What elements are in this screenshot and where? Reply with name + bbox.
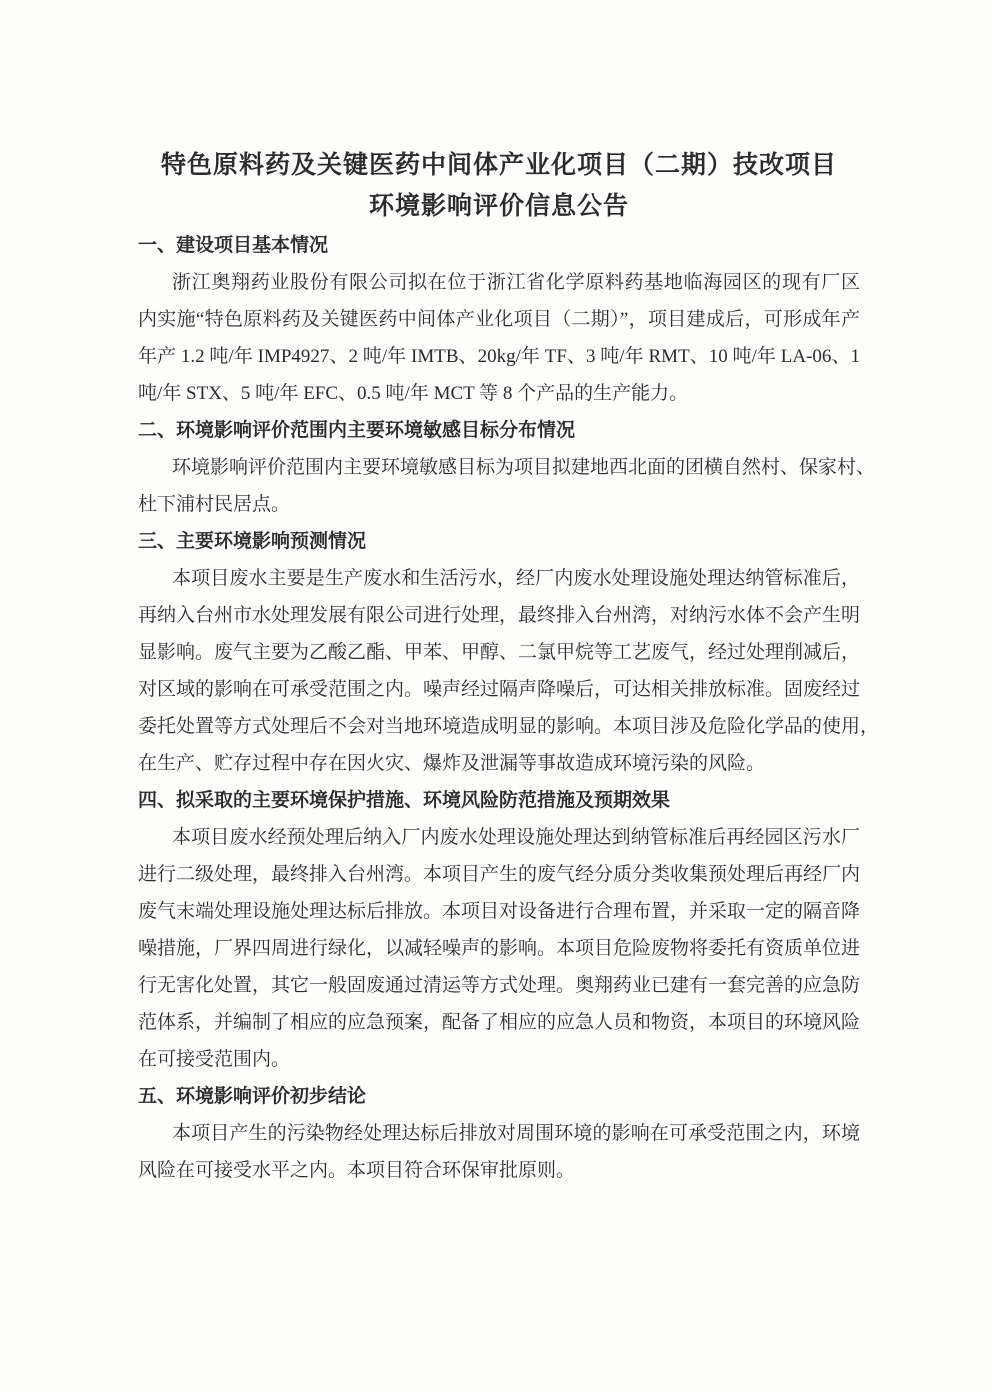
text-line: 环境影响评价范围内主要环境敏感目标为项目拟建地西北面的团横自然村、保家村、 bbox=[172, 457, 876, 478]
text-line: 噪措施，厂界四周进行绿化，以减轻噪声的影响。本项目危险废物将委托有资质单位进 bbox=[138, 938, 861, 959]
section-heading: 三、主要环境影响预测情况 bbox=[138, 531, 367, 552]
section bbox=[138, 782, 860, 1078]
text-line: 内实施“特色原料药及关键医药中间体产业化项目（二期）”，项目建成后，可形成年产 bbox=[138, 309, 860, 330]
text-line: 对区域的影响在可承受范围之内。噪声经过隔声降噪后，可达相关排放标准。固废经过 bbox=[138, 679, 861, 700]
text-line: 风险在可接受水平之内。本项目符合环保审批原则。 bbox=[138, 1160, 576, 1181]
section-heading: 四、拟采取的主要环境保护措施、环境风险防范措施及预期效果 bbox=[138, 790, 671, 811]
text-line: 委托处置等方式处理后不会对当地环境造成明显的影响。本项目涉及危险化学品的使用， bbox=[138, 716, 880, 737]
text-line: 吨/年 STX、5 吨/年 EFC、0.5 吨/年 MCT 等 8 个产品的生产能力。 bbox=[138, 383, 689, 404]
document-title bbox=[138, 145, 860, 227]
section bbox=[138, 227, 860, 412]
section bbox=[138, 412, 876, 523]
text-line: 废气末端处理设施处理达标后排放。本项目对设备进行合理布置，并采取一定的隔音降 bbox=[138, 901, 861, 922]
section-heading: 一、建设项目基本情况 bbox=[138, 235, 329, 256]
section-heading: 五、环境影响评价初步结论 bbox=[138, 1086, 367, 1107]
text-line: 杜下浦村民居点。 bbox=[138, 494, 291, 515]
text-line: 年产 1.2 吨/年 IMP4927、2 吨/年 IMTB、20kg/年 TF、3 吨/年 RMT、10 吨/年 LA-06、1 bbox=[138, 346, 860, 367]
text-line: 本项目废水经预处理后纳入厂内废水处理设施处理达到纳管标准后再经园区污水厂 bbox=[172, 827, 860, 848]
sections bbox=[138, 227, 880, 1189]
text-line: 进行二级处理，最终排入台州湾。本项目产生的废气经分质分类收集预处理后再经厂内 bbox=[138, 864, 861, 885]
text-line: 再纳入台州市水处理发展有限公司进行处理，最终排入台州湾，对纳污水体不会产生明 bbox=[138, 605, 861, 626]
text-line: 本项目废水主要是生产废水和生活污水，经厂内废水处理设施处理达纳管标准后， bbox=[172, 568, 860, 589]
section bbox=[138, 1078, 860, 1189]
section bbox=[138, 523, 880, 782]
text-line: 范体系，并编制了相应的应急预案，配备了相应的应急人员和物资，本项目的环境风险 bbox=[138, 1012, 861, 1033]
document-title-line-2: 环境影响评价信息公告 bbox=[368, 192, 629, 220]
text-line: 浙江奥翔药业股份有限公司拟在位于浙江省化学原料药基地临海园区的现有厂区 bbox=[172, 272, 860, 293]
document-title-line-1: 特色原料药及关键医药中间体产业化项目（二期）技改项目 bbox=[160, 151, 837, 179]
text-line: 显影响。废气主要为乙酸乙酯、甲苯、甲醇、二氯甲烷等工艺废气，经过处理削减后， bbox=[138, 642, 861, 663]
text-line: 在生产、贮存过程中存在因火灾、爆炸及泄漏等事故造成环境污染的风险。 bbox=[138, 753, 766, 774]
text-line: 行无害化处置，其它一般固废通过清运等方式处理。奥翔药业已建有一套完善的应急防 bbox=[138, 975, 861, 996]
section-heading: 二、环境影响评价范围内主要环境敏感目标分布情况 bbox=[138, 420, 576, 441]
text-line: 在可接受范围内。 bbox=[138, 1049, 291, 1070]
text-line: 本项目产生的污染物经处理达标后排放对周围环境的影响在可承受范围之内，环境 bbox=[172, 1123, 860, 1144]
